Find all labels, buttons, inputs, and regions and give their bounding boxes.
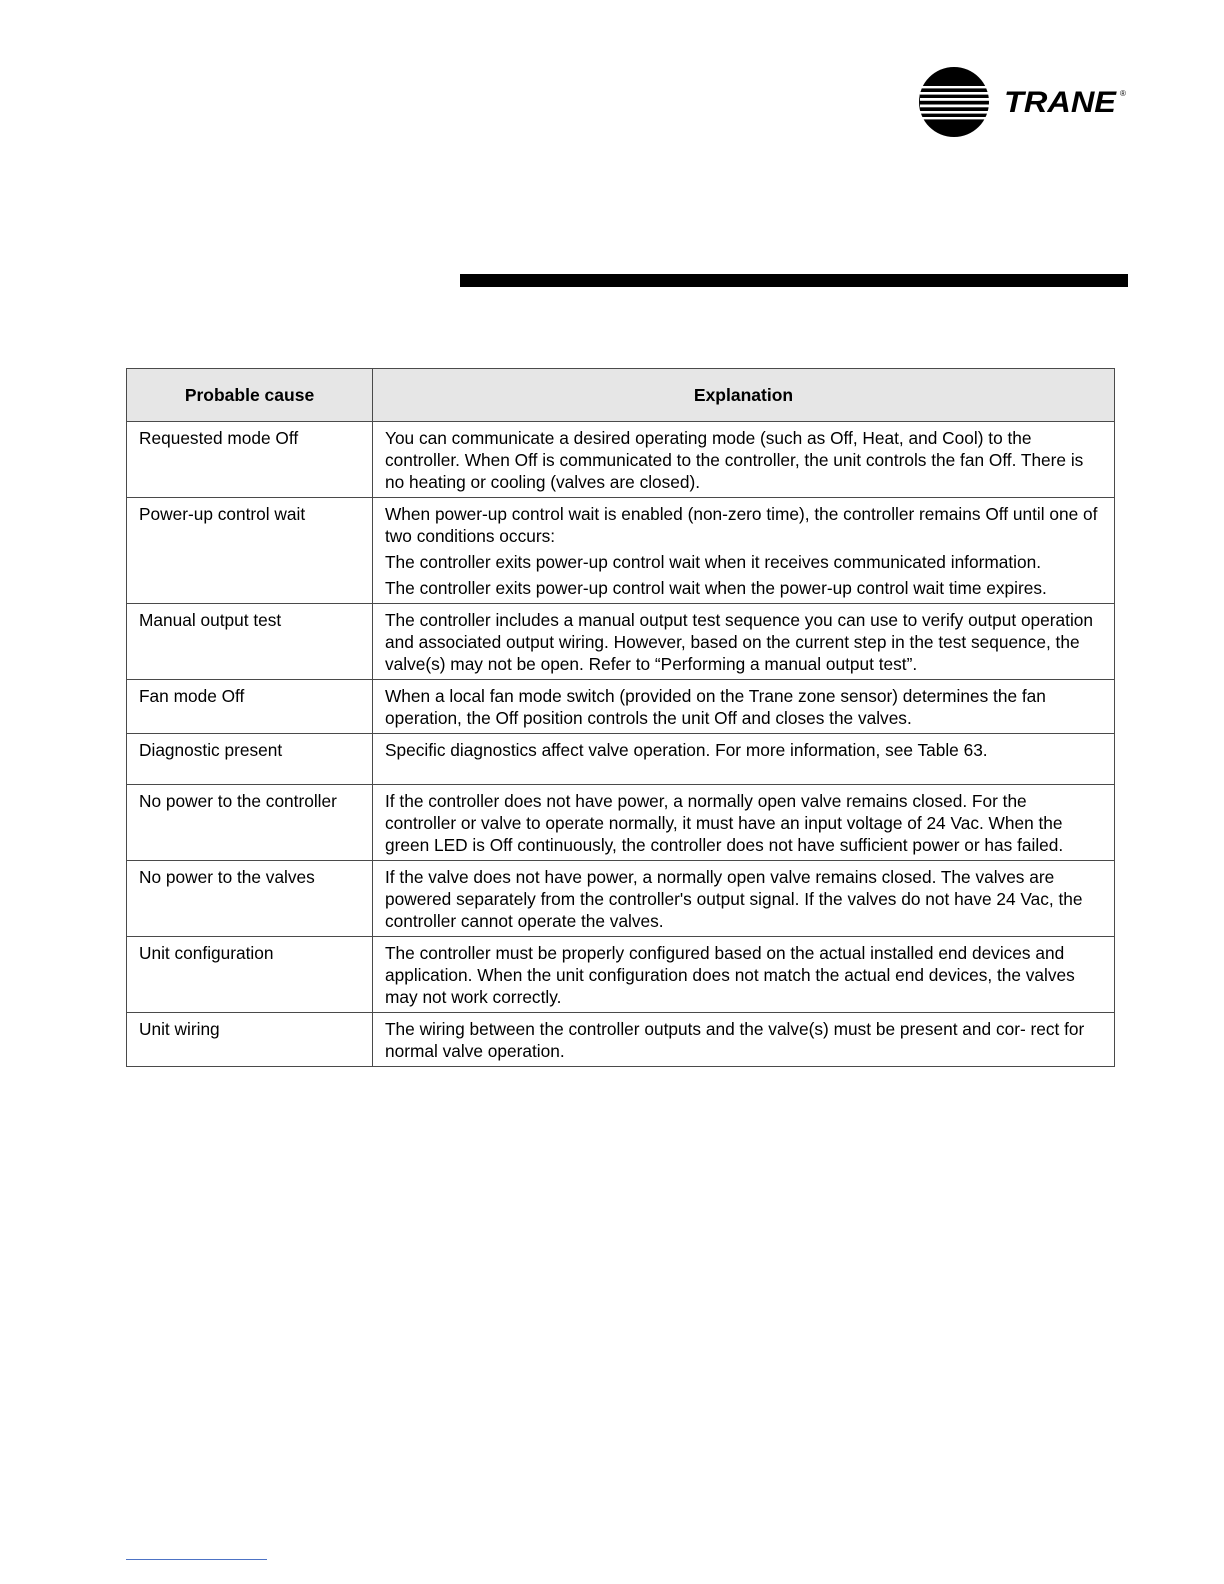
- table-header-row: [127, 369, 1115, 422]
- explanation-cell: [373, 734, 1115, 785]
- header-rule: [460, 274, 1128, 287]
- cause-cell: Unit configuration: [127, 937, 373, 1013]
- explanation-text: The wiring between the controller outputs and the valve(s) must be present and cor- rect for normal valve operation.: [385, 1019, 1085, 1061]
- table-row: [127, 1013, 1115, 1067]
- explanation-text: If the controller does not have power, a normally open valve remains closed. For the controller or valve to operate normally, it must have an input voltage of 24 Vac. When the green LED is Off continuously, the controller does not have sufficient power or has failed.: [385, 791, 1064, 855]
- trane-logo: [918, 66, 1133, 140]
- explanation-text: The controller includes a manual output test sequence you can use to verify output operation and associated output wiring. However, based on the current step in the test sequence, the valve(s) may not be open. Refer to “Performing a manual output test”.: [385, 610, 1094, 674]
- table-row: [127, 498, 1115, 604]
- header-probable-cause: Probable cause: [127, 369, 373, 422]
- explanation-text: The controller exits power-up control wait when the power-up control wait time expires.: [385, 578, 1047, 598]
- cause-cell: No power to the controller: [127, 785, 373, 861]
- header-explanation: Explanation: [373, 369, 1115, 422]
- table-row: [127, 604, 1115, 680]
- cause-cell: Power-up control wait: [127, 498, 373, 604]
- cause-cell: Unit wiring: [127, 1013, 373, 1067]
- table-row: [127, 861, 1115, 937]
- cause-cell: Diagnostic present: [127, 734, 373, 785]
- troubleshooting-table: [126, 368, 1115, 1067]
- explanation-cell: [373, 937, 1115, 1013]
- explanation-cell: [373, 680, 1115, 734]
- explanation-cell: [373, 785, 1115, 861]
- explanation-cell: [373, 422, 1115, 498]
- table-row: [127, 680, 1115, 734]
- cause-cell: Requested mode Off: [127, 422, 373, 498]
- explanation-text: When power-up control wait is enabled (non-zero time), the controller remains Off until one of two conditions occurs:: [385, 504, 1098, 546]
- explanation-cell: [373, 604, 1115, 680]
- explanation-text: You can communicate a desired operating mode (such as Off, Heat, and Cool) to the controller. When Off is communicated to the controller, the unit controls the fan Off. There is no heating or cooling (valves are closed).: [385, 428, 1084, 492]
- explanation-text: Specific diagnostics affect valve operation. For more information, see Table 63.: [385, 740, 988, 760]
- explanation-text: The controller must be properly configured based on the actual installed end devices and application. When the unit configuration does not match the actual end devices, the valves may not work correctly.: [385, 943, 1075, 1007]
- trane-wordmark: TRANE: [1004, 86, 1118, 119]
- cause-cell: No power to the valves: [127, 861, 373, 937]
- explanation-cell: [373, 1013, 1115, 1067]
- table-row: [127, 422, 1115, 498]
- table-row: [127, 734, 1115, 785]
- table-row: [127, 937, 1115, 1013]
- footnote-rule: [126, 1559, 267, 1560]
- cause-cell: Manual output test: [127, 604, 373, 680]
- registered-mark: ®: [1120, 89, 1126, 98]
- explanation-cell: [373, 861, 1115, 937]
- explanation-cell: [373, 498, 1115, 604]
- explanation-text: If the valve does not have power, a normally open valve remains closed. The valves are powered separately from the controller's output signal. If the valves do not have 24 Vac, the controller cannot operate the valves.: [385, 867, 1083, 931]
- table-row: [127, 785, 1115, 861]
- cause-cell: Fan mode Off: [127, 680, 373, 734]
- explanation-text: The controller exits power-up control wait when it receives communicated information.: [385, 552, 1042, 572]
- explanation-text: When a local fan mode switch (provided on the Trane zone sensor) determines the fan operation, the Off position controls the unit Off and closes the valves.: [385, 686, 1046, 728]
